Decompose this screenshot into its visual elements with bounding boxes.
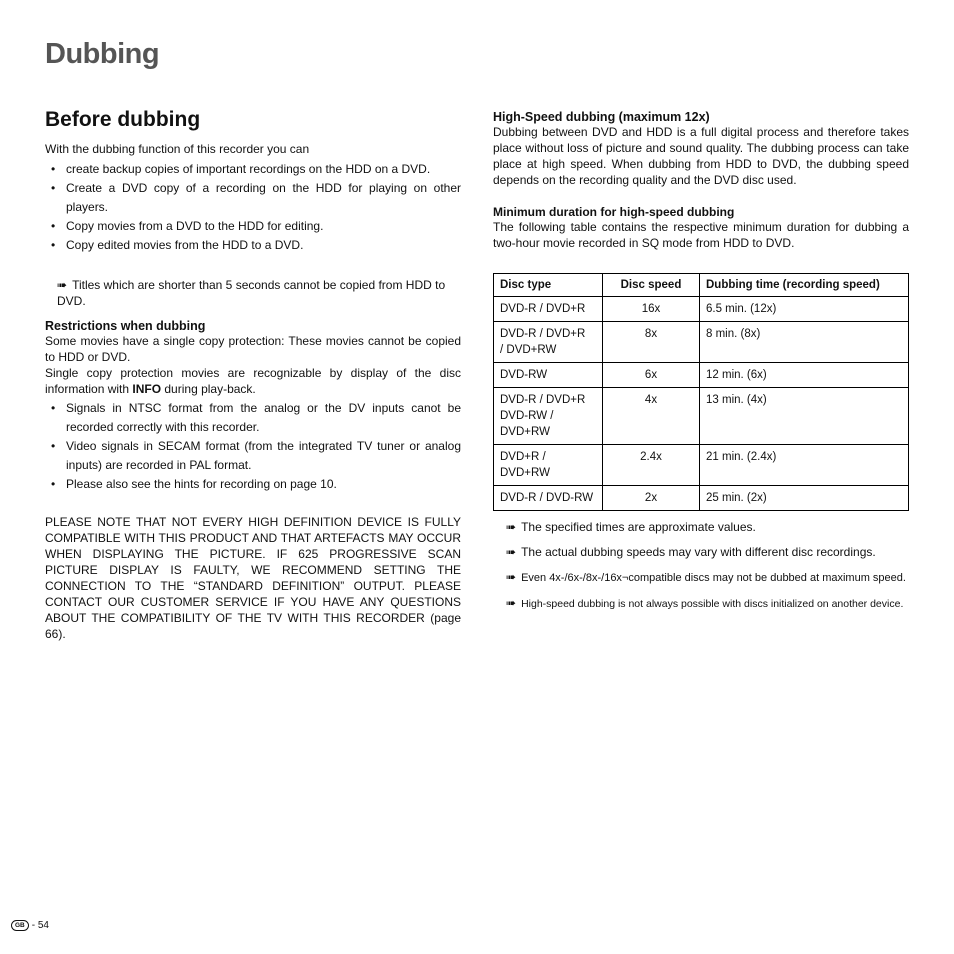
table-cell: DVD-R / DVD+R DVD-RW / DVD+RW	[494, 388, 603, 445]
restrictions-para-1: Some movies have a single copy protection: These movies cannot be copied to HDD or DVD.	[45, 334, 461, 364]
min-duration-heading: Minimum duration for high-speed dubbing	[493, 205, 735, 219]
restrictions-list	[45, 399, 461, 494]
note-variance	[493, 544, 909, 560]
restrictions-heading: Restrictions when dubbing	[45, 319, 206, 333]
table-cell: DVD+R / DVD+RW	[494, 445, 603, 486]
list-item: • Please also see the hints for recording on page 10.	[45, 475, 461, 494]
min-duration-para: The following table contains the respective minimum duration for dubbing a two-hour movie recorded in SQ mode from HDD to DVD.	[493, 220, 909, 250]
para-text: during play-back.	[161, 382, 256, 396]
note-initialized-discs	[493, 595, 909, 612]
column-header: Disc type	[494, 274, 603, 297]
table-cell: DVD-R / DVD-RW	[494, 486, 603, 511]
table-header-row	[494, 274, 909, 297]
intro-text: With the dubbing function of this recorder you can	[45, 142, 310, 156]
table-cell: DVD-R / DVD+R / DVD+RW	[494, 322, 603, 363]
table-cell: 12 min. (6x)	[700, 363, 909, 388]
column-header: Dubbing time (recording speed)	[700, 274, 909, 297]
arrow-icon: ➠	[57, 278, 68, 292]
note-text: The actual dubbing speeds may vary with different disc recordings.	[521, 545, 876, 559]
list-item: • Signals in NTSC format from the analog or the DV inputs canot be recorded correctly with this recorder.	[45, 399, 461, 437]
list-item: • Copy movies from a DVD to the HDD for editing.	[45, 217, 461, 236]
table-cell: DVD-RW	[494, 363, 603, 388]
table-row	[494, 486, 909, 511]
table-row	[494, 297, 909, 322]
table-cell: 4x	[603, 388, 700, 445]
table-cell: 13 min. (4x)	[700, 388, 909, 445]
list-item: • Copy edited movies from the HDD to a DVD.	[45, 236, 461, 255]
arrow-icon: ➠	[506, 545, 517, 559]
table-cell: 8 min. (8x)	[700, 322, 909, 363]
list-item: • Video signals in SECAM format (from the integrated TV tuner or analog inputs) are recorded in PAL format.	[45, 437, 461, 475]
table-row	[494, 322, 909, 363]
short-title-note	[45, 277, 461, 309]
arrow-icon: ➠	[506, 520, 517, 534]
page-title: Dubbing	[45, 38, 160, 70]
table-cell: 25 min. (2x)	[700, 486, 909, 511]
table-cell: 8x	[603, 322, 700, 363]
table-cell: 6.5 min. (12x)	[700, 297, 909, 322]
dubbing-function-list	[45, 160, 461, 255]
para-text: Single copy protection movies are recognizable by display of the disc information with	[45, 366, 461, 396]
note-text: High-speed dubbing is not always possible with discs initialized on another device.	[521, 598, 904, 610]
note-text: Even 4x-/6x-/8x-/16x¬compatible discs may not be dubbed at maximum speed.	[521, 572, 906, 584]
right-column	[493, 110, 909, 612]
note-compatible-discs	[493, 569, 909, 586]
high-speed-heading: High-Speed dubbing (maximum 12x)	[493, 110, 710, 124]
list-item: • Create a DVD copy of a recording on the HDD for playing on other players.	[45, 179, 461, 217]
table-row	[494, 445, 909, 486]
note-text: Titles which are shorter than 5 seconds cannot be copied from HDD to DVD.	[57, 278, 446, 308]
column-header: Disc speed	[603, 274, 700, 297]
page-number: - 54	[31, 920, 49, 931]
table-row	[494, 363, 909, 388]
dubbing-speed-table	[493, 273, 909, 511]
left-column	[45, 108, 461, 642]
table-cell: 2x	[603, 486, 700, 511]
table-cell: 6x	[603, 363, 700, 388]
table-cell: 21 min. (2.4x)	[700, 445, 909, 486]
high-speed-para: Dubbing between DVD and HDD is a full digital process and therefore takes place without loss of picture and sound quality. The dubbing process can take place at high speed. When dubbing from HDD to DVD, the dubbing speed depends on the recording quality and the DVD disc used.	[493, 125, 909, 187]
arrow-icon: ➠	[506, 570, 517, 584]
page-footer	[11, 920, 49, 931]
arrow-icon: ➠	[506, 596, 517, 610]
table-cell: DVD-R / DVD+R	[494, 297, 603, 322]
table-cell: 2.4x	[603, 445, 700, 486]
compatibility-notice: PLEASE NOTE THAT NOT EVERY HIGH DEFINITION DEVICE IS FULLY COMPATIBLE WITH THIS PRODUCT AND THAT ARTEFACTS MAY OCCUR WHEN DISPLAYING THE PICTURE. IF 625 PROGRESSIVE SCAN PICTURE DISPLAY IS FAULTY, WE RECOMMEND SETTING THE CONNECTION TO THE “STANDARD DEFINITION” OUTPUT. PLEASE CONTACT OUR CUSTOMER SERVICE IF YOU HAVE ANY QUESTIONS ABOUT THE COMPATIBILITY OF THE TV WITH THIS RECORDER (page 66).	[45, 515, 461, 641]
list-item: • create backup copies of important recordings on the HDD on a DVD.	[45, 160, 461, 179]
restrictions-para-2	[45, 365, 461, 397]
table-row	[494, 388, 909, 445]
gb-country-badge: GB	[11, 920, 29, 931]
section-title: Before dubbing	[45, 108, 201, 131]
table-cell: 16x	[603, 297, 700, 322]
note-text: The specified times are approximate values.	[521, 520, 756, 534]
info-key-label: INFO	[132, 382, 162, 396]
note-approximate	[493, 519, 909, 535]
